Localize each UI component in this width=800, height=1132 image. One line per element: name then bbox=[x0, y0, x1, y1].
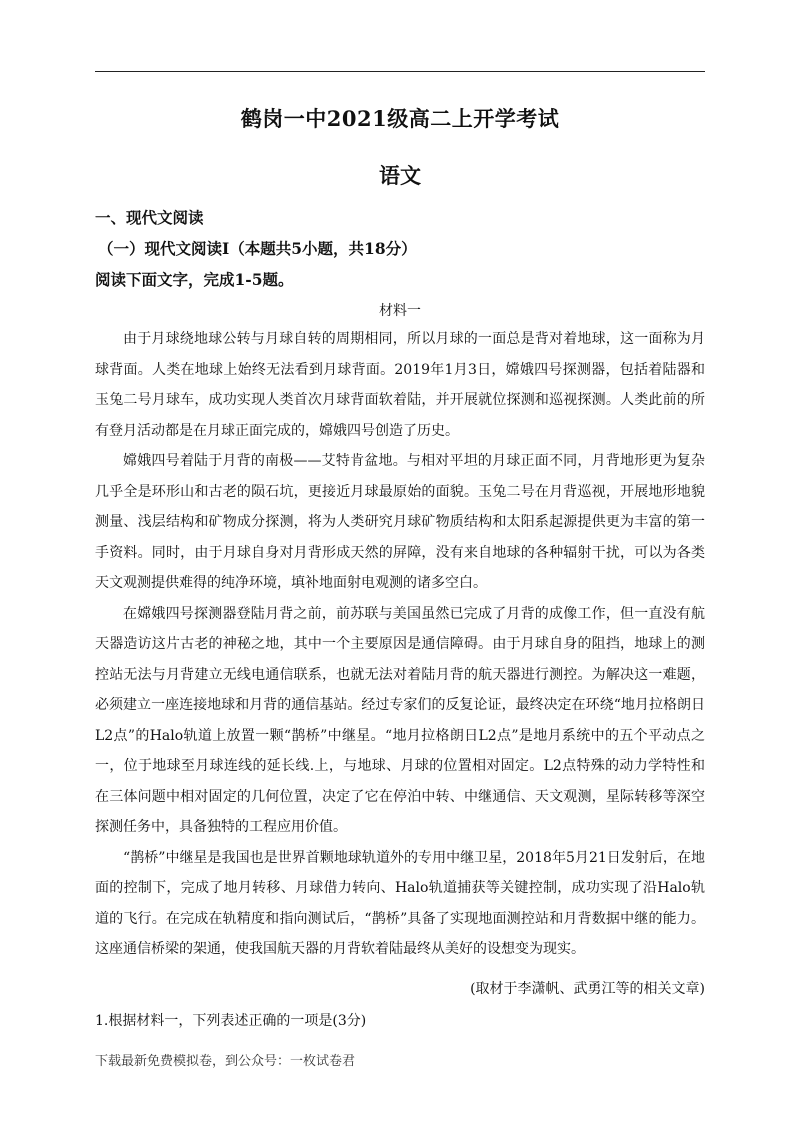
paragraph: 在嫦娥四号探测器登陆月背之前，前苏联与美国虽然已完成了月背的成像工作，但一直没有航天器造访这片古老的神秘之地，其中一个主要原因是通信障碍。由于月球自身的阻挡，地球上的测控站无法与月背建立无线电通信联系，也就无法对着陆月背的航天器进行测控。为解决这一难题，必须建立一座连接地球和月背的通信基站。经过专家们的反复论证，最终决定在环绕“地月拉格朗日L2点”的Halo轨道上放置一颗“鹊桥”中继星。“地月拉格朗日L2点”是地月系统中的五个平动点之一，位于地球至月球连线的延长线.上，与地球、月球的位置相对固定。L2点特殊的动力学特性和在三体问题中相对固定的几何位置，决定了它在停泊中转、中继通信、天文观测，星际转移等深空探测任务中，具备独特的工程应用价值。 bbox=[95, 605, 705, 835]
instruction-text: 阅读下面文字，完成1-5题。 bbox=[95, 270, 294, 289]
question-1: 1.根据材料一，下列表述正确的一项是(3分) bbox=[95, 1013, 367, 1029]
exam-title: 鹤岗一中2021级高二上开学考试 bbox=[240, 106, 560, 131]
subject-title: 语文 bbox=[379, 163, 421, 188]
subsection-heading: （一）现代文阅读I（本题共5小题，共18分） bbox=[98, 239, 417, 258]
section-heading: 一、现代文阅读 bbox=[95, 208, 204, 227]
source-citation: (取材于李潇帆、武勇江等的相关文章) bbox=[470, 981, 705, 997]
header-rule bbox=[95, 71, 705, 72]
paragraph: “鹊桥”中继星是我国也是世界首颗地球轨道外的专用中继卫星，2018年5月21日发射后，在地面的控制下，完成了地月转移、月球借力转向、Halo轨道捕获等关键控制，成功实现了沿Halo轨道的飞行。在完成在轨精度和指向测试后，“鹊桥”具备了实现地面测控站和月背数据中继的能力。这座通信桥梁的架通，使我国航天器的月背软着陆最终从美好的设想变为现实。 bbox=[95, 849, 705, 957]
footer-note: 下载最新免费模拟卷，到公众号：一枚试卷君 bbox=[95, 1054, 356, 1069]
paragraph: 由于月球绕地球公转与月球自转的周期相同，所以月球的一面总是背对着地球，这一面称为月球背面。人类在地球上始终无法看到月球背面。2019年1月3日，嫦娥四号探测器，包括着陆器和玉兔二号月球车，成功实现人类首次月球背面软着陆，并开展就位探测和巡视探测。人类此前的所有登月活动都是在月球正面完成的，嫦娥四号创造了历史。 bbox=[95, 331, 705, 439]
passage-body bbox=[95, 324, 705, 965]
paragraph: 嫦娥四号着陆于月背的南极——艾特肯盆地。与相对平坦的月球正面不同，月背地形更为复杂几乎全是环形山和古老的陨石坑，更接近月球最原始的面貌。玉兔二号在月背巡视，开展地形地貌测量、浅层结构和矿物成分探测，将为人类研究月球矿物质结构和太阳系起源提供更为丰富的第一手资料。同时，由于月球自身对月背形成天然的屏障，没有来自地球的各种辐射干扰，可以为各类天文观测提供难得的纯净环境，填补地面射电观测的诸多空白。 bbox=[95, 453, 705, 591]
material-label: 材料一 bbox=[379, 303, 421, 319]
